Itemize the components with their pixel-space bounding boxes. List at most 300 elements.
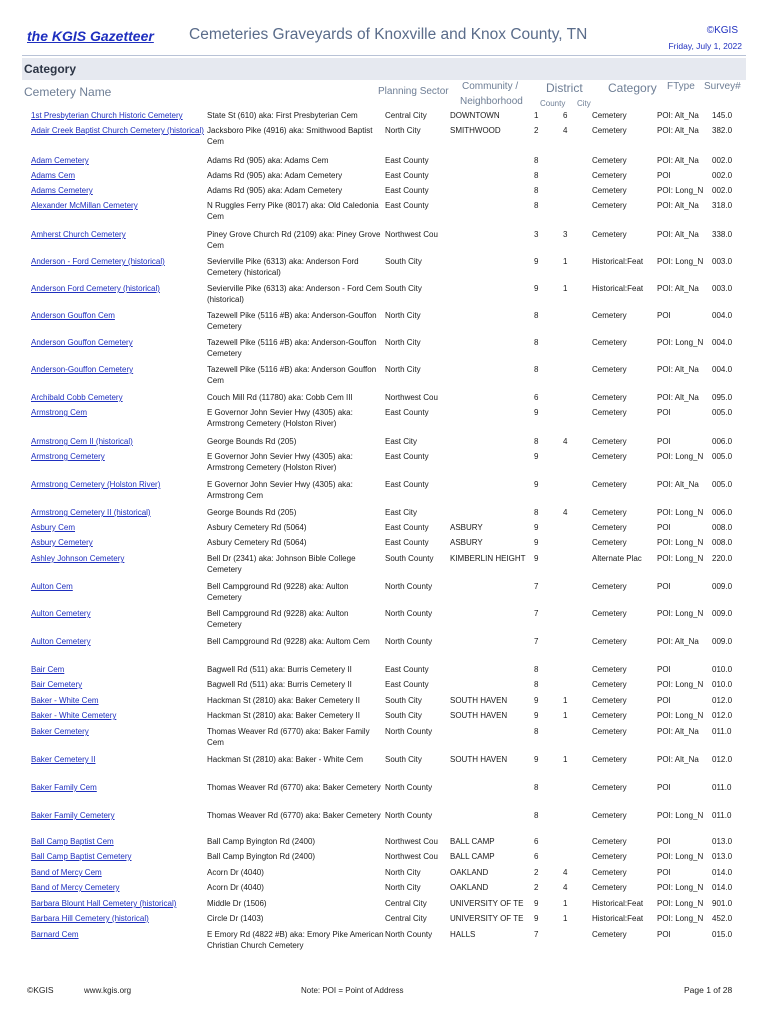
address-cell: Thomas Weaver Rd (6770) aka: Baker Family Cem xyxy=(207,727,370,747)
planning-sector-cell: North County xyxy=(385,783,433,792)
ftype-cell: POI: Long_N xyxy=(657,609,704,618)
planning-sector-cell: East County xyxy=(385,680,429,689)
ftype-cell: POI: Long_N xyxy=(657,680,704,689)
planning-sector-cell: North City xyxy=(385,883,421,892)
category-cell: Cemetery xyxy=(592,311,627,320)
address-cell: Acorn Dr (4040) xyxy=(207,868,264,877)
address-cell: Bell Dr (2341) aka: Johnson Bible College Cemetery xyxy=(207,554,356,574)
county-district-cell: 9 xyxy=(534,554,539,563)
ftype-cell: POI: Alt_Na xyxy=(657,393,699,402)
address-cell: Adams Rd (905) aka: Adams Cem xyxy=(207,156,329,165)
county-district-cell: 9 xyxy=(534,257,539,266)
survey-number-cell: 009.0 xyxy=(712,582,733,591)
cemetery-name-link[interactable]: Baker Cemetery xyxy=(31,727,89,736)
category-cell: Cemetery xyxy=(592,727,627,736)
address-cell: Ball Camp Byington Rd (2400) xyxy=(207,852,316,861)
col-header-county: County xyxy=(540,99,566,108)
city-district-cell: 1 xyxy=(563,755,568,764)
planning-sector-cell: North County xyxy=(385,727,433,736)
category-cell: Cemetery xyxy=(592,480,627,489)
city-district-cell: 1 xyxy=(563,711,568,720)
cemetery-name-link[interactable]: Ashley Johnson Cemetery xyxy=(31,554,125,563)
address-cell: State St (610) aka: First Presbyterian Cem xyxy=(207,111,358,120)
category-cell: Cemetery xyxy=(592,637,627,646)
category-cell: Cemetery xyxy=(592,811,627,820)
category-cell: Cemetery xyxy=(592,538,627,547)
col-header-community: Community / xyxy=(462,81,519,92)
ftype-cell: POI: Long_N xyxy=(657,899,704,908)
planning-sector-cell: South County xyxy=(385,554,434,563)
planning-sector-cell: North City xyxy=(385,868,421,877)
ftype-cell: POI: Alt_Na xyxy=(657,126,699,135)
category-cell: Cemetery xyxy=(592,868,627,877)
ftype-cell: POI: Long_N xyxy=(657,914,704,923)
county-district-cell: 7 xyxy=(534,930,539,939)
survey-number-cell: 008.0 xyxy=(712,538,733,547)
ftype-cell: POI xyxy=(657,408,671,417)
county-district-cell: 8 xyxy=(534,186,539,195)
address-cell: Hackman St (2810) aka: Baker Cemetery II xyxy=(207,711,360,720)
address-cell: E Governor John Sevier Hwy (4305) aka: Armstrong Cemetery (Holston River) xyxy=(207,452,353,472)
ftype-cell: POI: Long_N xyxy=(657,538,704,547)
category-cell: Historical:Feat xyxy=(592,914,644,923)
address-cell: E Emory Rd (4822 #B) aka: Emory Pike American Christian Church Cemetery xyxy=(207,930,384,950)
category-cell: Cemetery xyxy=(592,582,627,591)
survey-number-cell: 010.0 xyxy=(712,665,733,674)
category-cell: Cemetery xyxy=(592,755,627,764)
survey-number-cell: 004.0 xyxy=(712,311,733,320)
address-cell: E Governor John Sevier Hwy (4305) aka: Armstrong Cem xyxy=(207,480,353,500)
address-cell: Thomas Weaver Rd (6770) aka: Baker Cemetery xyxy=(207,783,381,792)
category-cell: Cemetery xyxy=(592,171,627,180)
city-district-cell: 1 xyxy=(563,899,568,908)
survey-number-cell: 901.0 xyxy=(712,899,733,908)
ftype-cell: POI xyxy=(657,437,671,446)
category-cell: Cemetery xyxy=(592,186,627,195)
survey-number-cell: 013.0 xyxy=(712,837,733,846)
ftype-cell: POI: Alt_Na xyxy=(657,480,699,489)
planning-sector-cell: North County xyxy=(385,637,433,646)
county-district-cell: 9 xyxy=(534,408,539,417)
survey-number-cell: 005.0 xyxy=(712,408,733,417)
col-header-city: City xyxy=(577,99,591,108)
planning-sector-cell: Central City xyxy=(385,111,427,120)
county-district-cell: 9 xyxy=(534,696,539,705)
planning-sector-cell: North City xyxy=(385,311,421,320)
category-cell: Cemetery xyxy=(592,609,627,618)
page-number: Page 1 of 28 xyxy=(684,985,733,995)
planning-sector-cell: North City xyxy=(385,365,421,374)
category-cell: Cemetery xyxy=(592,437,627,446)
community-cell: KIMBERLIN HEIGHT xyxy=(450,554,526,563)
community-cell: OAKLAND xyxy=(450,883,489,892)
county-district-cell: 9 xyxy=(534,452,539,461)
county-district-cell: 9 xyxy=(534,523,539,532)
cemetery-name-link[interactable]: Armstrong Cemetery (Holston River) xyxy=(31,480,161,489)
survey-number-cell: 004.0 xyxy=(712,338,733,347)
cemetery-name-link[interactable]: Bair Cemetery xyxy=(31,680,83,689)
category-cell: Cemetery xyxy=(592,711,627,720)
cemetery-name-link[interactable]: Baker - White Cem xyxy=(31,696,99,705)
category-cell: Cemetery xyxy=(592,680,627,689)
address-cell: George Bounds Rd (205) xyxy=(207,508,297,517)
cemetery-name-link[interactable]: Asbury Cem xyxy=(31,523,76,532)
community-cell: ASBURY xyxy=(450,523,483,532)
survey-number-cell: 003.0 xyxy=(712,284,733,293)
address-cell: Sevierville Pike (6313) aka: Anderson Ford Cemetery (historical) xyxy=(207,257,359,277)
city-district-cell: 1 xyxy=(563,284,568,293)
planning-sector-cell: North City xyxy=(385,338,421,347)
page-title: Cemeteries Graveyards of Knoxville and Knox County, TN xyxy=(189,26,588,43)
planning-sector-cell: South City xyxy=(385,284,422,293)
category-cell: Cemetery xyxy=(592,365,627,374)
col-header-survey: Survey# xyxy=(704,81,741,92)
ftype-cell: POI: Alt_Na xyxy=(657,230,699,239)
county-district-cell: 6 xyxy=(534,852,539,861)
address-cell: Jacksboro Pike (4916) aka: Smithwood Baptist Cem xyxy=(207,126,373,146)
category-cell: Cemetery xyxy=(592,883,627,892)
city-district-cell: 4 xyxy=(563,437,568,446)
county-district-cell: 8 xyxy=(534,783,539,792)
community-cell: SOUTH HAVEN xyxy=(450,711,508,720)
ftype-cell: POI: Alt_Na xyxy=(657,156,699,165)
cemetery-name-link[interactable]: Armstrong Cemetery xyxy=(31,452,105,461)
cemetery-name-link[interactable]: Ball Camp Baptist Cemetery xyxy=(31,852,132,861)
survey-number-cell: 012.0 xyxy=(712,755,733,764)
address-cell: Bagwell Rd (511) aka: Burris Cemetery II xyxy=(207,665,352,674)
ftype-cell: POI xyxy=(657,171,671,180)
planning-sector-cell: East County xyxy=(385,665,429,674)
county-district-cell: 7 xyxy=(534,637,539,646)
cemetery-name-link[interactable]: Ball Camp Baptist Cem xyxy=(31,837,114,846)
address-cell: Bell Campground Rd (9228) aka: Aultom Cem xyxy=(207,637,370,646)
planning-sector-cell: Northwest Cou xyxy=(385,230,438,239)
survey-number-cell: 002.0 xyxy=(712,171,733,180)
address-cell: Hackman St (2810) aka: Baker - White Cem xyxy=(207,755,364,764)
category-cell: Historical:Feat xyxy=(592,284,644,293)
cemetery-name-link[interactable]: Anderson-Gouffon Cemetery xyxy=(31,365,134,374)
address-cell: Hackman St (2810) aka: Baker Cemetery II xyxy=(207,696,360,705)
county-district-cell: 8 xyxy=(534,811,539,820)
ftype-cell: POI xyxy=(657,311,671,320)
planning-sector-cell: North County xyxy=(385,811,433,820)
ftype-cell: POI: Long_N xyxy=(657,257,704,266)
cemetery-name-link[interactable]: Archibald Cobb Cemetery xyxy=(31,393,123,402)
planning-sector-cell: East County xyxy=(385,186,429,195)
cemetery-name-link[interactable]: Armstrong Cemetery II (historical) xyxy=(31,508,151,517)
planning-sector-cell: North County xyxy=(385,930,433,939)
survey-number-cell: 318.0 xyxy=(712,201,733,210)
county-district-cell: 8 xyxy=(534,201,539,210)
cemetery-name-link[interactable]: Anderson Gouffon Cem xyxy=(31,311,115,320)
cemetery-name-link[interactable]: Anderson - Ford Cemetery (historical) xyxy=(31,257,165,266)
survey-number-cell: 002.0 xyxy=(712,186,733,195)
ftype-cell: POI xyxy=(657,523,671,532)
survey-number-cell: 002.0 xyxy=(712,156,733,165)
cemetery-name-link[interactable]: Adams Cemetery xyxy=(31,186,93,195)
community-cell: OAKLAND xyxy=(450,868,489,877)
survey-number-cell: 382.0 xyxy=(712,126,733,135)
community-cell: UNIVERSITY OF TE xyxy=(450,899,524,908)
county-district-cell: 9 xyxy=(534,480,539,489)
address-cell: George Bounds Rd (205) xyxy=(207,437,297,446)
county-district-cell: 6 xyxy=(534,393,539,402)
address-cell: E Governor John Sevier Hwy (4305) aka: Armstrong Cemetery (Holston River) xyxy=(207,408,353,428)
address-cell: Adams Rd (905) aka: Adam Cemetery xyxy=(207,171,343,180)
cemetery-name-link[interactable]: Bair Cem xyxy=(31,665,65,674)
planning-sector-cell: Central City xyxy=(385,914,427,923)
category-cell: Historical:Feat xyxy=(592,899,644,908)
survey-number-cell: 014.0 xyxy=(712,868,733,877)
county-district-cell: 9 xyxy=(534,538,539,547)
category-cell: Cemetery xyxy=(592,111,627,120)
county-district-cell: 8 xyxy=(534,156,539,165)
community-cell: BALL CAMP xyxy=(450,852,495,861)
col-header-category: Category xyxy=(608,81,657,95)
planning-sector-cell: Northwest Cou xyxy=(385,837,438,846)
category-cell: Cemetery xyxy=(592,523,627,532)
county-district-cell: 2 xyxy=(534,126,539,135)
category-cell: Cemetery xyxy=(592,783,627,792)
city-district-cell: 1 xyxy=(563,257,568,266)
address-cell: Piney Grove Church Rd (2109) aka: Piney Grove Cem xyxy=(207,230,381,250)
category-cell: Historical:Feat xyxy=(592,257,644,266)
category-cell: Cemetery xyxy=(592,837,627,846)
county-district-cell: 9 xyxy=(534,899,539,908)
community-cell: ASBURY xyxy=(450,538,483,547)
survey-number-cell: 006.0 xyxy=(712,437,733,446)
planning-sector-cell: Northwest Cou xyxy=(385,852,438,861)
survey-number-cell: 338.0 xyxy=(712,230,733,239)
city-district-cell: 4 xyxy=(563,508,568,517)
planning-sector-cell: South City xyxy=(385,711,422,720)
category-cell: Cemetery xyxy=(592,508,627,517)
planning-sector-cell: South City xyxy=(385,696,422,705)
cemetery-name-link[interactable]: Adams Cem xyxy=(31,171,76,180)
county-district-cell: 9 xyxy=(534,755,539,764)
cemetery-name-link[interactable]: Barnard Cem xyxy=(31,930,79,939)
planning-sector-cell: North City xyxy=(385,126,421,135)
col-header-ftype: FType xyxy=(667,81,695,92)
ftype-cell: POI: Alt_Na xyxy=(657,111,699,120)
col-header-neighborhood: Neighborhood xyxy=(460,96,523,107)
category-cell: Cemetery xyxy=(592,156,627,165)
header-copyright: ©KGIS xyxy=(706,25,738,36)
survey-number-cell: 005.0 xyxy=(712,480,733,489)
county-district-cell: 7 xyxy=(534,582,539,591)
city-district-cell: 4 xyxy=(563,883,568,892)
county-district-cell: 9 xyxy=(534,711,539,720)
address-cell: Sevierville Pike (6313) aka: Anderson - Ford Cem (historical) xyxy=(207,284,383,304)
city-district-cell: 6 xyxy=(563,111,568,120)
ftype-cell: POI: Long_N xyxy=(657,711,704,720)
community-cell: SMITHWOOD xyxy=(450,126,501,135)
city-district-cell: 1 xyxy=(563,914,568,923)
survey-number-cell: 011.0 xyxy=(712,811,732,820)
survey-number-cell: 014.0 xyxy=(712,883,733,892)
category-cell: Cemetery xyxy=(592,665,627,674)
ftype-cell: POI xyxy=(657,696,671,705)
planning-sector-cell: East County xyxy=(385,538,429,547)
cemetery-name-link[interactable]: Aulton Cemetery xyxy=(31,609,91,618)
county-district-cell: 2 xyxy=(534,883,539,892)
planning-sector-cell: East County xyxy=(385,408,429,417)
address-cell: Couch Mill Rd (11780) aka: Cobb Cem III xyxy=(207,393,353,402)
planning-sector-cell: East County xyxy=(385,156,429,165)
survey-number-cell: 011.0 xyxy=(712,783,732,792)
footer-copyright: ©KGIS xyxy=(27,985,54,995)
county-district-cell: 2 xyxy=(534,868,539,877)
cemetery-name-link[interactable]: Aulton Cem xyxy=(31,582,73,591)
footer-note: Note: POI = Point of Address xyxy=(301,986,404,995)
cemetery-name-link[interactable]: Anderson Gouffon Cemetery xyxy=(31,338,133,347)
survey-number-cell: 008.0 xyxy=(712,523,733,532)
report-date: Friday, July 1, 2022 xyxy=(668,41,742,51)
address-cell: Tazewell Pike (5116 #B) aka: Anderson Gouffon Cem xyxy=(207,365,377,385)
community-cell: HALLS xyxy=(450,930,476,939)
survey-number-cell: 009.0 xyxy=(712,609,733,618)
category-cell: Cemetery xyxy=(592,393,627,402)
cemetery-name-link[interactable]: Adam Cemetery xyxy=(31,156,89,165)
planning-sector-cell: Northwest Cou xyxy=(385,393,438,402)
address-cell: Asbury Cemetery Rd (5064) xyxy=(207,523,307,532)
county-district-cell: 1 xyxy=(534,111,539,120)
survey-number-cell: 095.0 xyxy=(712,393,733,402)
cemetery-name-link[interactable]: Adair Creek Baptist Church Cemetery (historical) xyxy=(31,126,204,135)
county-district-cell: 3 xyxy=(534,230,539,239)
category-cell: Cemetery xyxy=(592,696,627,705)
cemetery-name-link[interactable]: Baker Family Cemetery xyxy=(31,811,115,820)
col-header-district: District xyxy=(546,81,583,95)
survey-number-cell: 145.0 xyxy=(712,111,733,120)
ftype-cell: POI: Long_N xyxy=(657,883,704,892)
planning-sector-cell: East County xyxy=(385,523,429,532)
ftype-cell: POI: Long_N xyxy=(657,852,704,861)
cemetery-name-link[interactable]: Amherst Church Cemetery xyxy=(31,230,126,239)
footer-site: www.kgis.org xyxy=(84,986,132,995)
category-cell: Cemetery xyxy=(592,852,627,861)
address-cell: Adams Rd (905) aka: Adam Cemetery xyxy=(207,186,343,195)
planning-sector-cell: East City xyxy=(385,508,418,517)
cemetery-name-link[interactable]: Baker Family Cem xyxy=(31,783,97,792)
planning-sector-cell: South City xyxy=(385,257,422,266)
survey-number-cell: 005.0 xyxy=(712,452,733,461)
address-cell: Tazewell Pike (5116 #B) aka: Anderson-Gouffon Cemetery xyxy=(207,338,377,358)
category-cell: Cemetery xyxy=(592,338,627,347)
ftype-cell: POI xyxy=(657,868,671,877)
planning-sector-cell: North County xyxy=(385,609,433,618)
survey-number-cell: 220.0 xyxy=(712,554,733,563)
ftype-cell: POI: Long_N xyxy=(657,452,704,461)
county-district-cell: 8 xyxy=(534,338,539,347)
planning-sector-cell: North County xyxy=(385,582,433,591)
cemetery-name-link[interactable]: Armstrong Cem xyxy=(31,408,88,417)
cemetery-name-link[interactable]: Band of Mercy Cem xyxy=(31,868,102,877)
county-district-cell: 8 xyxy=(534,727,539,736)
address-cell: Bagwell Rd (511) aka: Burris Cemetery II xyxy=(207,680,352,689)
gazetteer-link[interactable]: the KGIS Gazetteer xyxy=(27,28,154,44)
cemetery-name-link[interactable]: Band of Mercy Cemetery xyxy=(31,883,120,892)
address-cell: Ball Camp Byington Rd (2400) xyxy=(207,837,316,846)
ftype-cell: POI: Alt_Na xyxy=(657,727,699,736)
ftype-cell: POI: Alt_Na xyxy=(657,755,699,764)
address-cell: Tazewell Pike (5116 #B) aka: Anderson-Gouffon Cemetery xyxy=(207,311,377,331)
category-cell: Alternate Plac xyxy=(592,554,642,563)
planning-sector-cell: East County xyxy=(385,480,429,489)
cemetery-name-link[interactable]: 1st Presbyterian Church Historic Cemetery xyxy=(31,111,183,120)
city-district-cell: 1 xyxy=(563,696,568,705)
community-cell: BALL CAMP xyxy=(450,837,495,846)
address-cell: Middle Dr (1506) xyxy=(207,899,267,908)
county-district-cell: 7 xyxy=(534,609,539,618)
ftype-cell: POI: Alt_Na xyxy=(657,201,699,210)
survey-number-cell: 009.0 xyxy=(712,637,733,646)
county-district-cell: 8 xyxy=(534,680,539,689)
ftype-cell: POI xyxy=(657,582,671,591)
cemetery-name-link[interactable]: Anderson Ford Cemetery (historical) xyxy=(31,284,160,293)
ftype-cell: POI xyxy=(657,930,671,939)
category-cell: Cemetery xyxy=(592,230,627,239)
ftype-cell: POI: Long_N xyxy=(657,186,704,195)
cemetery-name-link[interactable]: Barbara Blount Hall Cemetery (historical) xyxy=(31,899,177,908)
county-district-cell: 8 xyxy=(534,171,539,180)
col-header-sector: Planning Sector xyxy=(378,86,449,97)
survey-number-cell: 015.0 xyxy=(712,930,733,939)
ftype-cell: POI xyxy=(657,837,671,846)
county-district-cell: 6 xyxy=(534,837,539,846)
county-district-cell: 8 xyxy=(534,508,539,517)
ftype-cell: POI: Alt_Na xyxy=(657,365,699,374)
address-cell: Bell Campground Rd (9228) aka: Aulton Cemetery xyxy=(207,582,349,602)
ftype-cell: POI: Long_N xyxy=(657,338,704,347)
planning-sector-cell: East County xyxy=(385,171,429,180)
survey-number-cell: 004.0 xyxy=(712,365,733,374)
survey-number-cell: 012.0 xyxy=(712,696,733,705)
address-cell: Acorn Dr (4040) xyxy=(207,883,264,892)
category-cell: Cemetery xyxy=(592,930,627,939)
address-cell: N Ruggles Ferry Pike (8017) aka: Old Caledonia Cem xyxy=(207,201,379,221)
category-cell: Cemetery xyxy=(592,201,627,210)
ftype-cell: POI: Long_N xyxy=(657,811,704,820)
cemetery-name-link[interactable]: Baker - White Cemetery xyxy=(31,711,117,720)
category-cell: Cemetery xyxy=(592,126,627,135)
cemetery-name-link[interactable]: Barbara Hill Cemetery (historical) xyxy=(31,914,149,923)
survey-number-cell: 006.0 xyxy=(712,508,733,517)
cemetery-name-link[interactable]: Armstrong Cem II (historical) xyxy=(31,437,133,446)
col-header-name: Cemetery Name xyxy=(24,85,112,99)
survey-number-cell: 013.0 xyxy=(712,852,733,861)
cemetery-name-link[interactable]: Asbury Cemetery xyxy=(31,538,93,547)
cemetery-name-link[interactable]: Alexander McMillan Cemetery xyxy=(31,201,138,210)
cemetery-name-link[interactable]: Baker Cemetery II xyxy=(31,755,96,764)
planning-sector-cell: East County xyxy=(385,201,429,210)
survey-number-cell: 011.0 xyxy=(712,727,732,736)
category-cell: Cemetery xyxy=(592,408,627,417)
county-district-cell: 9 xyxy=(534,914,539,923)
survey-number-cell: 003.0 xyxy=(712,257,733,266)
cemetery-name-link[interactable]: Aulton Cemetery xyxy=(31,637,91,646)
county-district-cell: 8 xyxy=(534,665,539,674)
address-cell: Circle Dr (1403) xyxy=(207,914,264,923)
category-group-label: Category xyxy=(24,62,77,76)
address-cell: Bell Campground Rd (9228) aka: Aulton Cemetery xyxy=(207,609,349,629)
survey-number-cell: 010.0 xyxy=(712,680,733,689)
ftype-cell: POI xyxy=(657,665,671,674)
city-district-cell: 4 xyxy=(563,868,568,877)
category-cell: Cemetery xyxy=(592,452,627,461)
ftype-cell: POI xyxy=(657,783,671,792)
community-cell: SOUTH HAVEN xyxy=(450,755,508,764)
